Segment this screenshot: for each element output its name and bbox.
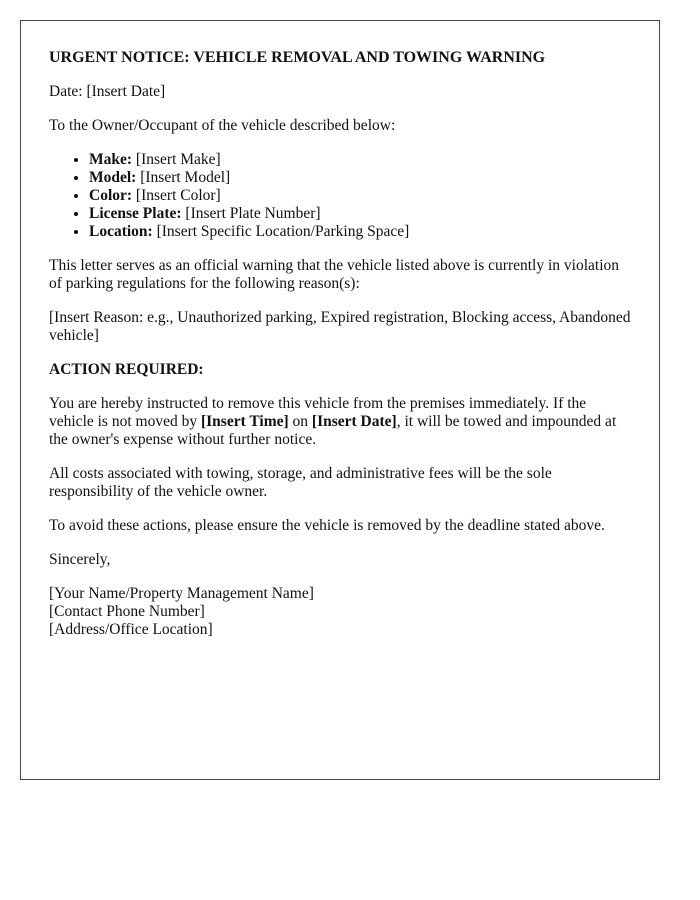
action-text-part: You are hereby instructed to remove this vehicle from the premises immediately. If the vehicle is not moved by (49, 395, 587, 430)
signature-name: [Your Name/Property Management Name] (49, 585, 314, 602)
signature-address: [Address/Office Location] (49, 621, 213, 638)
action-paragraph (49, 395, 631, 449)
notice-letter (20, 20, 660, 780)
reason-paragraph: [Insert Reason: e.g., Unauthorized parking, Expired registration, Blocking access, Abandoned vehicle] (49, 309, 631, 344)
detail-value: [Insert Make] (132, 151, 221, 168)
detail-value: [Insert Specific Location/Parking Space] (152, 223, 410, 240)
vehicle-detail-license-plate (89, 205, 631, 223)
avoid-paragraph: To avoid these actions, please ensure the vehicle is removed by the deadline stated above. (49, 517, 605, 534)
signature-phone: [Contact Phone Number] (49, 603, 205, 620)
detail-value: [Insert Color] (132, 187, 221, 204)
violation-paragraph: This letter serves as an official warning that the vehicle listed above is currently in violation of parking regulations for the following reason(s): (49, 257, 620, 292)
notice-title: URGENT NOTICE: VEHICLE REMOVAL AND TOWING WARNING (49, 49, 546, 66)
detail-label: Location: (89, 223, 153, 240)
detail-label: License Plate: (89, 205, 182, 222)
costs-paragraph: All costs associated with towing, storage, and administrative fees will be the sole responsibility of the vehicle owner. (49, 465, 552, 500)
vehicle-detail-make (89, 151, 631, 169)
vehicle-detail-location (89, 223, 631, 241)
detail-value: [Insert Model] (136, 169, 231, 186)
vehicle-detail-color (89, 187, 631, 205)
date-line: Date: [Insert Date] (49, 83, 166, 100)
vehicle-details-list (49, 151, 631, 241)
detail-label: Make: (89, 151, 133, 168)
action-text-part: on (288, 413, 312, 430)
detail-label: Color: (89, 187, 133, 204)
time-placeholder: [Insert Time] (200, 413, 289, 430)
date-placeholder: [Insert Date] (311, 413, 397, 430)
detail-value: [Insert Plate Number] (181, 205, 321, 222)
action-required-heading: ACTION REQUIRED: (49, 361, 204, 378)
detail-label: Model: (89, 169, 137, 186)
closing: Sincerely, (49, 551, 111, 568)
action-text-part: , it will be towed and impounded at the owner's expense without further notice. (49, 413, 617, 448)
signature-block (49, 585, 631, 639)
vehicle-detail-model (89, 169, 631, 187)
salutation: To the Owner/Occupant of the vehicle described below: (49, 117, 396, 134)
